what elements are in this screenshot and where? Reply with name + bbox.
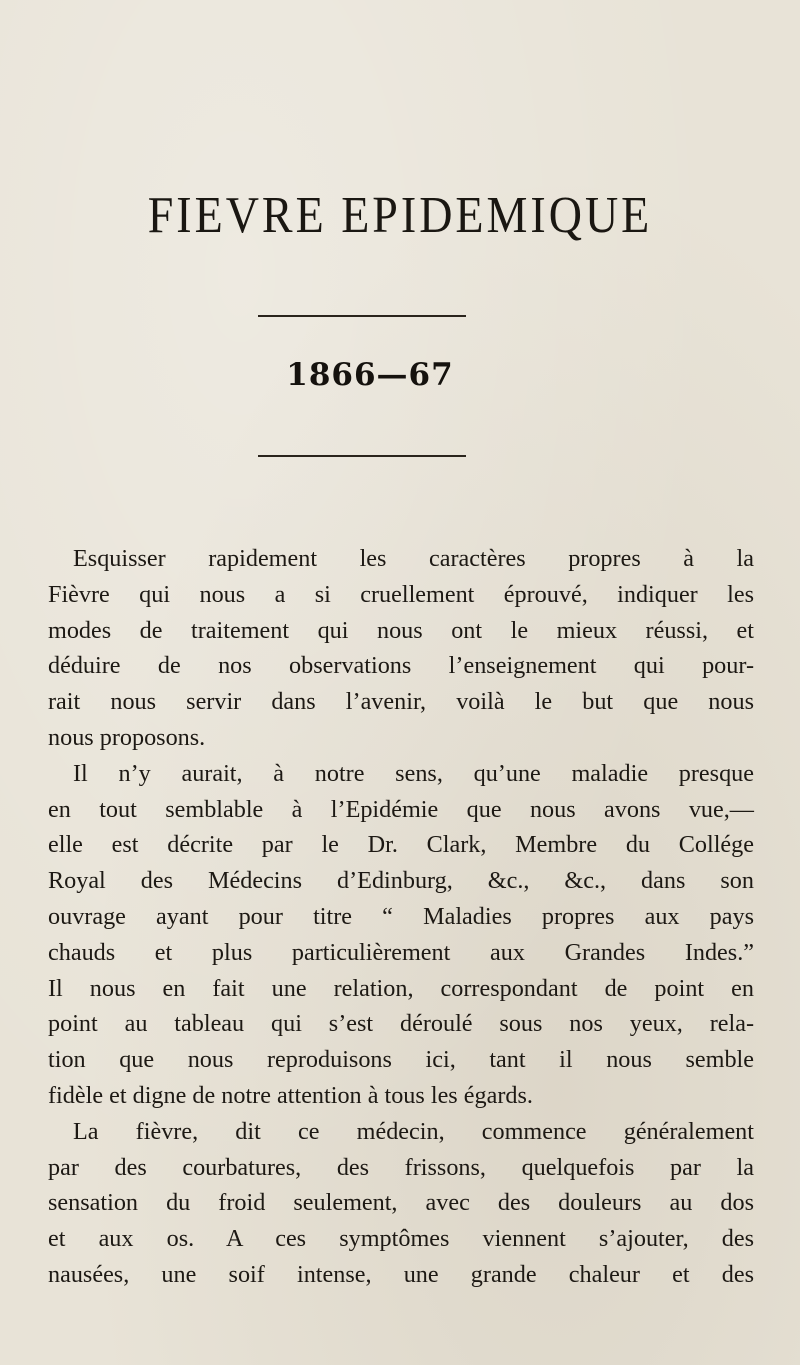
text-line: sensation du froid seulement, avec des douleurs au dos <box>48 1189 754 1217</box>
text-line: en tout semblable à l’Epidémie que nous avons vue,— <box>48 795 754 823</box>
text-line: modes de traitement qui nous ont le mieux réussi, et <box>48 616 754 644</box>
text-line: nous proposons. <box>48 723 206 751</box>
text-line: déduire de nos observations l’enseignement qui pour- <box>48 652 754 680</box>
text-line: La fièvre, dit ce médecin, commence généralement <box>73 1117 754 1145</box>
date-heading: 1866—67 <box>286 357 454 393</box>
text-line: chauds et plus particulièrement aux Grandes Indes.” <box>48 938 754 966</box>
text-line: Fièvre qui nous a si cruellement éprouvé, indiquer les <box>48 580 754 608</box>
text-line: Royal des Médecins d’Edinburg, &c., &c., dans son <box>48 867 754 895</box>
text-line: Il nous en fait une relation, correspondant de point en <box>48 974 754 1002</box>
text-line: ouvrage ayant pour titre “ Maladies propres aux pays <box>48 902 754 930</box>
text-line: nausées, une soif intense, une grande chaleur et des <box>48 1260 754 1288</box>
body-text <box>48 541 754 1293</box>
text-line: fidèle et digne de notre attention à tous les égards. <box>48 1081 533 1109</box>
text-line: rait nous servir dans l’avenir, voilà le but que nous <box>48 688 754 716</box>
text-line: Esquisser rapidement les caractères propres à la <box>73 545 754 572</box>
text-line: elle est décrite par le Dr. Clark, Membre du Collége <box>48 831 754 859</box>
text-line: point au tableau qui s’est déroulé sous nos yeux, rela- <box>48 1010 754 1038</box>
text-line: tion que nous reproduisons ici, tant il nous semble <box>48 1046 754 1074</box>
text-line: et aux os. A ces symptômes viennent s’ajouter, des <box>48 1225 754 1253</box>
divider-rule-bottom <box>258 455 466 457</box>
text-line: Il n’y aurait, à notre sens, qu’une maladie presque <box>73 759 754 787</box>
divider-rule-top <box>258 315 466 317</box>
text-line: par des courbatures, des frissons, quelquefois par la <box>48 1153 754 1181</box>
page-title: FIEVRE EPIDEMIQUE <box>147 185 653 244</box>
